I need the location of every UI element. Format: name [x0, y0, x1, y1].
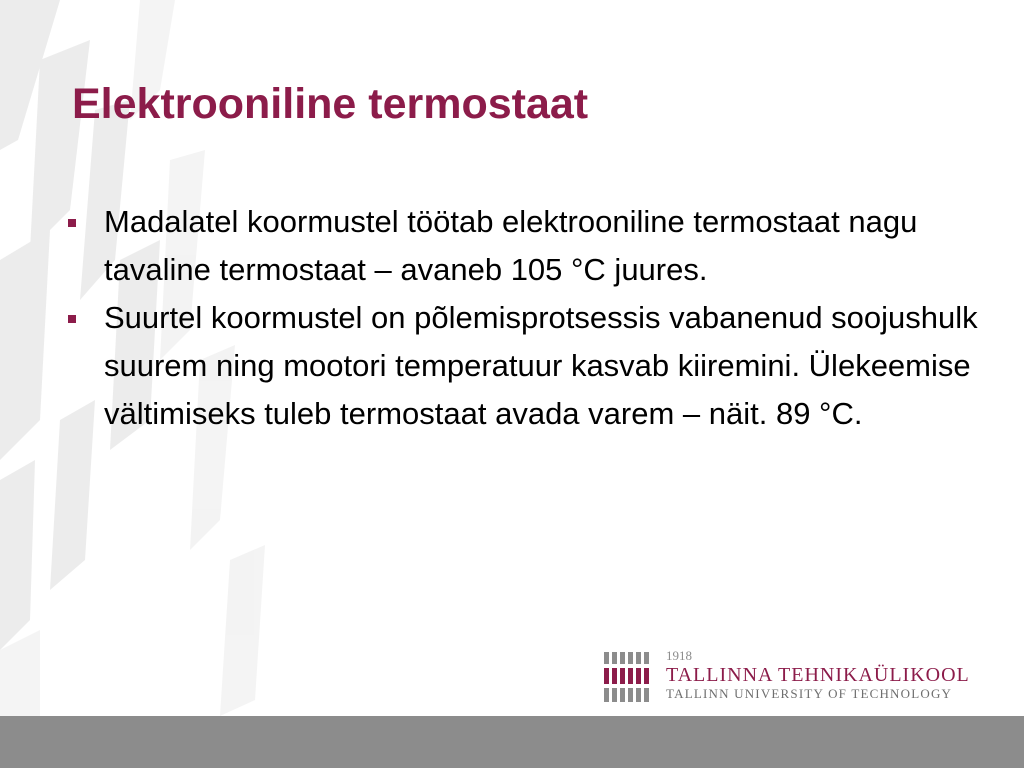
- bullet-list: [104, 198, 984, 438]
- bullet-item: [104, 198, 984, 294]
- university-logo: [604, 650, 984, 704]
- footer-bar: [0, 716, 1024, 768]
- bullet-text: Suurtel koormustel on põlemisprotsessis vabanenud soojushulk suurem ning mootori temperatuur kasvab kiiremini. Ülekeemise vältimiseks tuleb termostaat avada varem – näit. 89 °C.: [104, 300, 978, 431]
- square-bullet-icon: [68, 315, 76, 323]
- bullet-item: [104, 294, 984, 438]
- logo-name: TALLINNA TEHNIKAÜLIKOOL: [666, 664, 970, 686]
- logo-subtitle: TALLINN UNIVERSITY OF TECHNOLOGY: [666, 686, 953, 701]
- square-bullet-icon: [68, 219, 76, 227]
- bullet-text: Madalatel koormustel töötab elektrooniline termostaat nagu tavaline termostaat – avaneb 105 °C juures.: [104, 204, 918, 287]
- slide-title: Elektrooniline termostaat: [72, 80, 589, 128]
- logo-bars-icon: [604, 652, 656, 702]
- logo-year: 1918: [666, 648, 692, 663]
